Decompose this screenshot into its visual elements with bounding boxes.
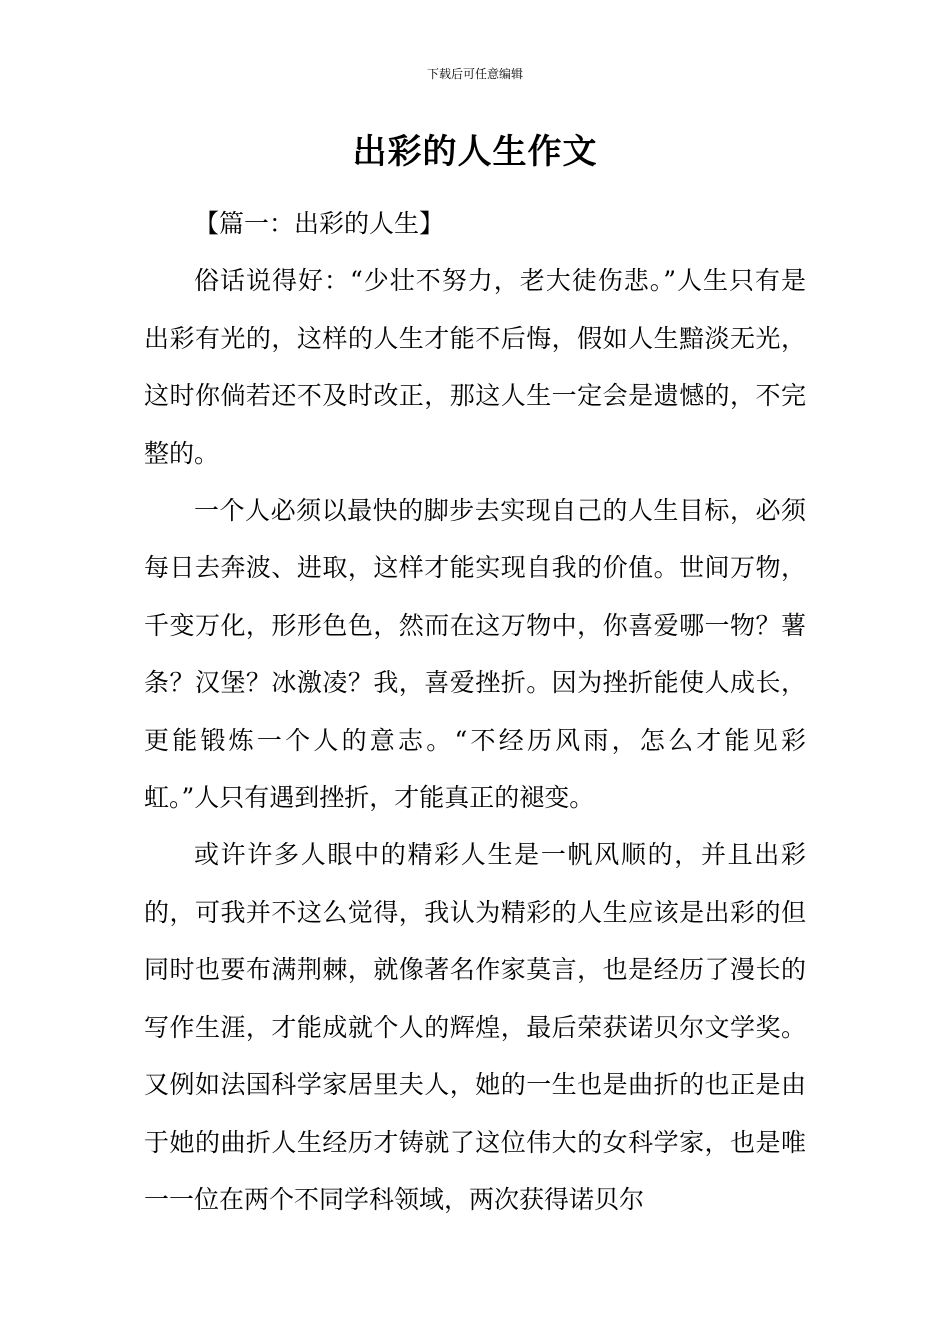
paragraph-3: 或许许多人眼中的精彩人生是一帆风顺的，并且出彩的，可我并不这么觉得，我认为精彩的人生应该是出彩的但同时也要布满荆棘，就像著名作家莫言，也是经历了漫长的写作生涯，才能成就个人的辉煌，最后荣获诺贝尔文学奖。又例如法国科学家居里夫人，她的一生也是曲折的也正是由于她的曲折人生经历才铸就了这位伟大的女科学家，也是唯一一位在两个不同学科领域，两次获得诺贝尔 — [144, 840, 806, 1214]
document-body — [144, 195, 806, 1228]
document-title: 出彩的人生作文 — [352, 132, 598, 172]
paragraph-1: 俗话说得好：“少壮不努力，老大徒伤悲。”人生只有是出彩有光的，这样的人生才能不后悔，假如人生黯淡无光，这时你倘若还不及时改正，那这人生一定会是遗憾的，不完整的。 — [144, 266, 806, 468]
section-heading: 【篇一：出彩的人生】 — [194, 209, 445, 238]
header-note: 下载后可任意编辑 — [426, 67, 523, 81]
paragraph-2: 一个人必须以最快的脚步去实现自己的人生目标，必须每日去奔波、进取，这样才能实现自我的价值。世间万物，千变万化，形形色色，然而在这万物中，你喜爱哪一物？薯条？汉堡？冰激凌？我，喜爱挫折。因为挫折能使人成长，更能锻炼一个人的意志。“不经历风雨，怎么才能见彩虹。”人只有遇到挫折，才能真正的褪变。 — [144, 496, 806, 813]
